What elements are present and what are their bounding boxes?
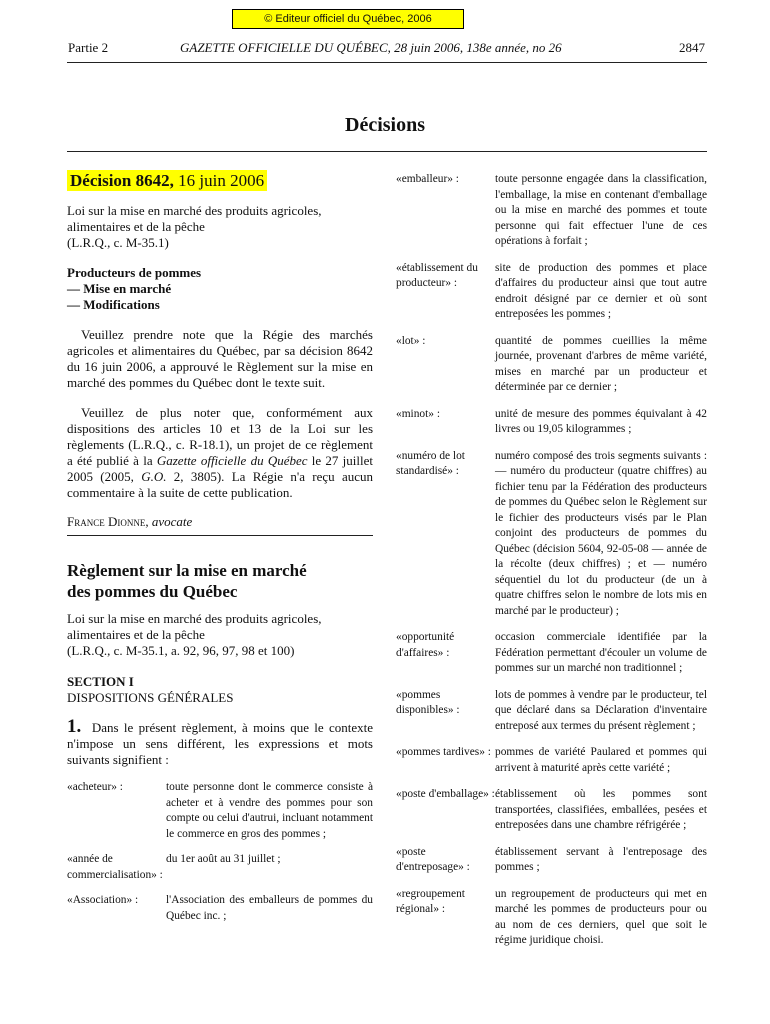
definition-item: «pommes tardives» : pommes de variété Paulared et pommes qui arrivent à maturité après cette variété ; [396, 746, 707, 774]
definition-item: «numéro de lot standardisé» : numéro composé des trois segments suivants : — numéro du producteur (quatre chiffres) au fichier tenu par la Fédération des producteurs de pommes du Québec selon le Règlement sur le fichier des producteurs visés par le Plan conjoint des producteurs de pommes du Québec (décision 5604, 92-05-08 — année de la récolte (deux chiffres) ; et — numéro séquentiel du lot du producteur (de un à quatre chiffres selon le nombre de lots mis en marché par le producteur) ; [396, 449, 707, 617]
definition-item: «poste d'entreposage» : établissement servant à l'entreposage des pommes ; [396, 845, 707, 873]
decision-law: Loi sur la mise en marché des produits agricoles, alimentaires et de la pêche [67, 203, 322, 234]
definition-item: «Association» : l'Association des emballeurs de pommes du Québec inc. ; [67, 894, 373, 922]
definition-item: «emballeur» : toute personne engagée dans la classification, l'emballage, la mise en contenant d'emballage ou la mise en marché des pommes et toute personne qui fait effectuer l'une de ces opérations à forfait ; [396, 173, 707, 247]
subject-line: Producteurs de pommes [67, 265, 202, 280]
definition-item: «opportunité d'affaires» : occasion commerciale identifiée par la Fédération permettant d'écouler un volume de pommes sur un marché non traditionnel ; [396, 631, 707, 674]
page-title: Décisions [345, 114, 425, 136]
decision-number: Décision 8642, [70, 171, 174, 190]
header-page-number: 2847 [679, 40, 705, 55]
section-name: DISPOSITIONS GÉNÉRALES [67, 690, 234, 705]
header-publication: GAZETTE OFFICIELLE DU QUÉBEC, 28 juin 2006, 138e année, no 26 [180, 40, 562, 55]
decision-paragraph-2: Veuillez de plus noter que, conformément aux dispositions des articles 10 et 13 de la Loi sur les règlements (L.R.Q., c. R-18.1), un projet de ce règlement a été publié à la Gazette officielle du Québec le 27 juillet 2005 (2005, G.O. 2, 3805). La Régie n'a reçu aucun commentaire à la suite de cette publication. [67, 405, 374, 500]
definition-item: «pommes disponibles» : lots de pommes à vendre par le producteur, tel que déclaré dans sa Déclaration d'inventaire entreposé aux termes du présent règlement ; [396, 688, 707, 732]
right-column [396, 172, 707, 960]
definition-item: «acheteur» : toute personne dont le commerce consiste à acheter et à vendre des pommes pour son compte ou celui d'autrui, incluant notamment le commerce en gros des pommes ; [67, 781, 373, 840]
regulation-law: Loi sur la mise en marché des produits agricoles, alimentaires et de la pêche [67, 611, 322, 642]
decision-law-ref: (L.R.Q., c. M-35.1) [67, 235, 169, 250]
decision-paragraph-1: Veuillez prendre note que la Régie des marchés agricoles et alimentaires du Québec, par sa décision 8642 du 16 juin 2006, a approuvé le Règlement sur la mise en marché des pommes du Québec dont le texte suit. [67, 327, 373, 390]
copyright-banner: © Editeur officiel du Québec, 2006 [232, 9, 464, 29]
definition-item: «regroupement régional» : un regroupement de producteurs qui met en marché les pommes de producteurs pour ou au nom de ces derniers, quel que soit le régime juridique choisi. [396, 887, 707, 946]
definition-item: «année de commercialisation» : du 1er août au 31 juillet ; [67, 853, 281, 881]
subject-line: — Modifications [67, 297, 160, 312]
definition-item: «minot» : unité de mesure des pommes équivalant à 42 livres ou 19,05 kilogrammes ; [396, 407, 707, 435]
definition-item: «poste d'emballage» : établissement où les pommes sont transportées, classifiées, emballées, pesées et entreposées dans une chambre réfrigérée ; [396, 788, 707, 831]
definition-item: «lot» : quantité de pommes cueillies la même journée, provenant d'arbres de même variété, mises en marché par un producteur et déterminée par ce dernier ; [396, 334, 707, 393]
decision-date: 16 juin 2006 [178, 171, 265, 190]
left-column [67, 170, 373, 934]
left-definitions [67, 780, 373, 924]
definition-item: «établissement du producteur» : site de production des pommes et place d'affaires du producteur ainsi que tout autre endroit désigné par ce dernier et où sont entreposées les pommes ; [396, 261, 707, 320]
signature: France Dionne, avocate [67, 514, 193, 529]
article-1: 1. Dans le présent règlement, à moins que le contexte n'impose un sens différent, les expressions et mots suivants signifient : [67, 716, 374, 767]
article-number: 1. [67, 716, 82, 737]
decision-title [67, 170, 373, 192]
regulation-law-ref: (L.R.Q., c. M-35.1, a. 92, 96, 97, 98 et 100) [67, 643, 295, 658]
decision-subject [67, 265, 373, 313]
title-rule [67, 151, 707, 152]
section-number: SECTION I [67, 674, 134, 689]
header-part: Partie 2 [68, 40, 109, 55]
subject-line: — Mise en marché [67, 281, 172, 296]
signature-rule [67, 535, 373, 536]
regulation-title: Règlement sur la mise en marché des pommes du Québec [67, 561, 307, 601]
header-rule [67, 62, 707, 63]
